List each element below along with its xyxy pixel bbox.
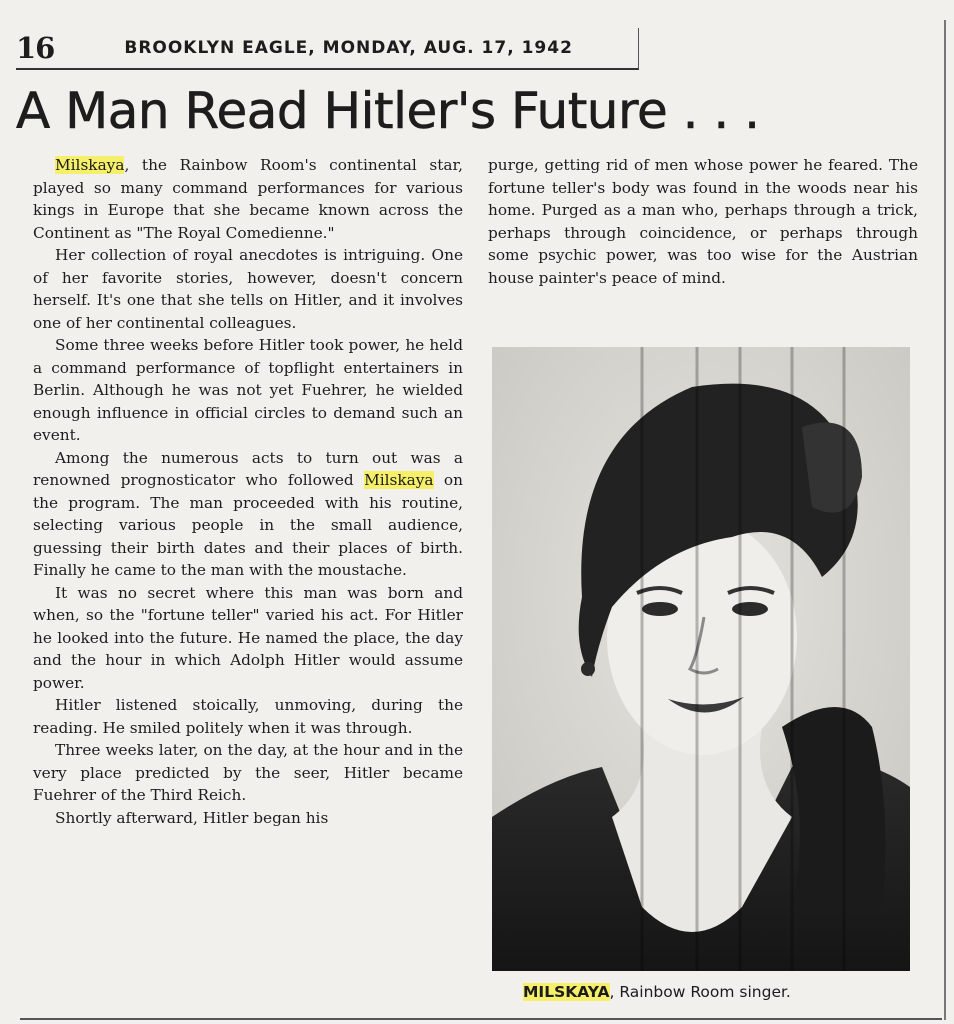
bottom-rule xyxy=(20,1018,942,1020)
paragraph-7: Three weeks later, on the day, at the hour and in the very place predicted by the seer, Hitler became Fuehrer of the Third Reich. xyxy=(33,741,463,804)
paragraph-4 xyxy=(33,447,463,582)
highlighted-name: Milskaya xyxy=(364,471,434,489)
paragraph-continuation: purge, getting rid of men whose power he feared. The fortune teller's body was found in the woods near his home. Purged as a man who, perhaps through a trick, perhaps through coincidence, or perhaps through some psychic power, was too wise for the Austrian house painter's peace of mind. xyxy=(488,156,918,287)
paragraph-3: Some three weeks before Hitler took power, he held a command performance of topflight entertainers in Berlin. Although he was not yet Fuehrer, he wielded enough influence in official circles to demand such an event. xyxy=(33,336,463,444)
caption-text: , Rainbow Room singer. xyxy=(609,983,791,1001)
article-left-column xyxy=(33,154,463,829)
paragraph-text: Among the numerous acts to turn out was a renowned prognosticator who followed xyxy=(33,448,463,489)
paragraph-8: Shortly afterward, Hitler began his xyxy=(55,808,329,827)
masthead xyxy=(16,28,639,70)
portrait-photo xyxy=(492,347,910,971)
caption-name: MILSKAYA xyxy=(523,983,610,1001)
photo-caption xyxy=(523,983,791,1001)
paragraph-2: Her collection of royal anecdotes is intriguing. One of her favorite stories, however, doesn't concern herself. It's one that she tells on Hitler, and it involves one of her continental colleagues. xyxy=(33,246,463,332)
paragraph-text: , the Rainbow Room's continental star, played so many command performances for various kings in Europe that she became known across the Continent as "The Royal Comedienne." xyxy=(33,156,463,242)
paragraph-6: Hitler listened stoically, unmoving, during the reading. He smiled politely when it was through. xyxy=(33,696,463,737)
page-number: 16 xyxy=(16,31,55,65)
paragraph-text: on the program. The man proceeded with his routine, selecting various people in the small audience, guessing their birth dates and their places of birth. Finally he came to the man with the moustache. xyxy=(33,471,463,579)
article-right-column xyxy=(488,154,918,289)
highlighted-name: Milskaya xyxy=(55,156,125,174)
page-right-rule xyxy=(944,20,946,1020)
paragraph-5: It was no secret where this man was born and when, so the "fortune teller" varied his act. For Hitler he looked into the future. He named the place, the day and the hour in which Adolph Hitler would assume power. xyxy=(33,583,463,692)
headline: A Man Read Hitler's Future . . . xyxy=(16,82,760,140)
paragraph-1 xyxy=(33,154,463,244)
portrait-image xyxy=(492,347,910,971)
dateline: BROOKLYN EAGLE, MONDAY, AUG. 17, 1942 xyxy=(124,38,573,58)
